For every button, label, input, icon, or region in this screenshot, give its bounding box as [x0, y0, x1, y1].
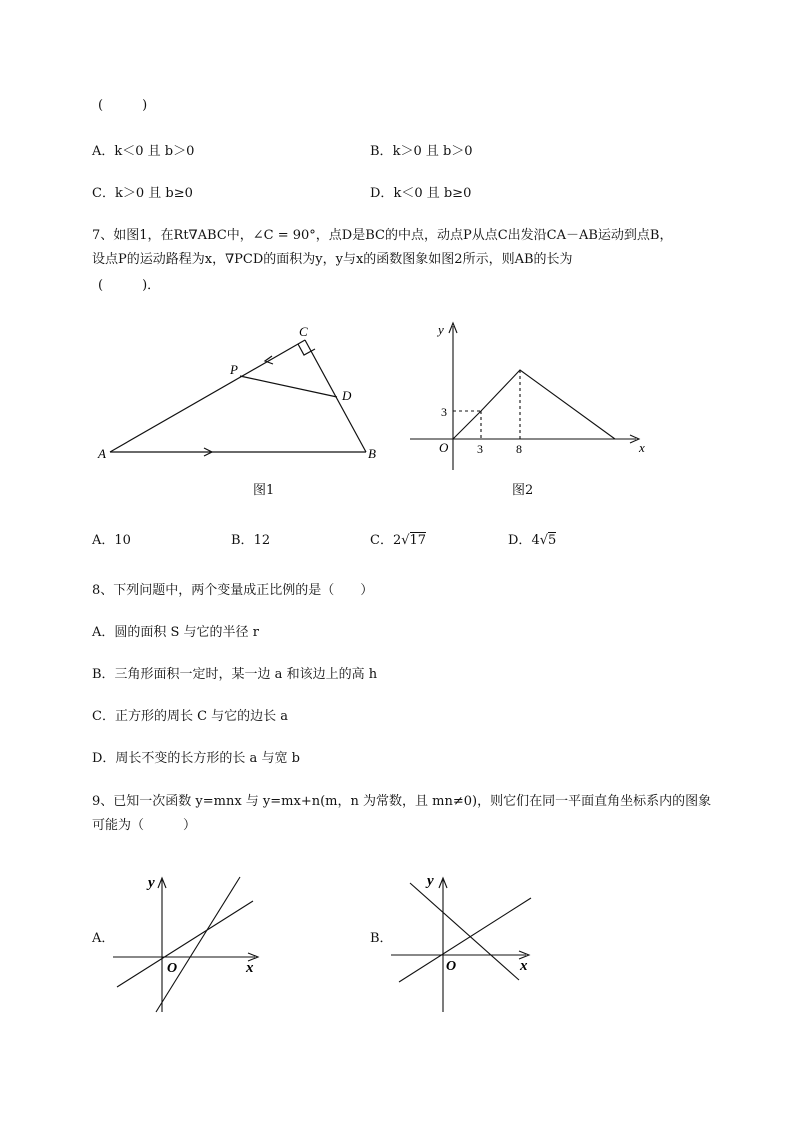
label-c: C	[299, 324, 308, 339]
arrow-ca-icon	[265, 356, 273, 364]
arrow-ab-icon	[204, 448, 212, 456]
graph-a-origin: O	[167, 961, 178, 976]
q8-option-d[interactable]: D．周长不变的长方形的长 a 与宽 b	[92, 751, 300, 766]
graph-a	[113, 877, 258, 1012]
option-label: A．	[92, 533, 115, 548]
option-coef: 2	[392, 533, 402, 548]
q6-answer-blank: ( )	[98, 98, 148, 113]
option-label: C．	[370, 533, 393, 548]
graph-b	[391, 878, 531, 1012]
side-cb	[305, 340, 366, 452]
q7-option-d[interactable]	[508, 533, 556, 549]
q8-option-c[interactable]: C．正方形的周长 C 与它的边长 a	[92, 709, 289, 724]
q8-option-b[interactable]: B．三角形面积一定时，某一边 a 和该边上的高 h	[92, 667, 378, 682]
label-a: A	[98, 446, 106, 461]
q9-option-a-label[interactable]: A．	[92, 931, 115, 946]
sqrt-icon: √	[539, 533, 549, 548]
x-axis-arrow-icon	[630, 435, 639, 443]
figure2-caption: 图2	[512, 483, 534, 498]
option-text: 10	[114, 533, 131, 548]
graph-b-label-x: x	[520, 958, 528, 974]
q6-option-d[interactable]	[370, 186, 471, 202]
option-text: k＜0 且 b＞0	[114, 144, 195, 159]
tick-x8: 8	[516, 442, 522, 456]
graph-b-origin: O	[446, 959, 457, 974]
graph-a-line-1	[117, 901, 253, 987]
graph-a-label-y: y	[148, 875, 155, 891]
label-d: D	[342, 388, 352, 403]
graph-a-line-2	[156, 877, 240, 1012]
option-text: 12	[253, 533, 271, 548]
option-text: k＞0 且 b＞0	[392, 144, 473, 159]
option-label: A．	[92, 144, 115, 159]
radicand: 17	[409, 533, 427, 548]
figure1-caption: 图1	[253, 483, 275, 498]
axis-label-x: x	[639, 440, 645, 455]
graph-b-x-arrow-icon	[519, 951, 529, 959]
segment-pd	[240, 376, 337, 397]
q9-option-b-label[interactable]: B．	[370, 931, 393, 946]
radicand: 5	[548, 533, 557, 548]
q7-stem-line2: 设点P的运动路程为x，∇PCD的面积为y，y与x的函数图象如图2所示，则AB的长为	[92, 252, 573, 267]
q7-answer-blank: ( )．	[98, 278, 161, 293]
sqrt-icon: √	[401, 533, 410, 548]
q9-stem-line1: 9、已知一次函数 y=mnx 与 y=mx+n(m，n 为常数，且 mn≠0)，则它们在同一平面直角坐标系内的图象	[92, 794, 712, 809]
q8-option-a[interactable]: A．圆的面积 S 与它的半径 r	[92, 625, 259, 640]
option-label: C．	[92, 186, 115, 201]
graph-b-line-1	[410, 883, 519, 980]
origin-label: O	[439, 440, 449, 455]
option-label: D．	[370, 186, 394, 201]
option-label: D．	[508, 533, 532, 548]
graph-a-label-x: x	[246, 960, 254, 976]
q6-option-a[interactable]	[92, 144, 194, 160]
q6-option-c[interactable]	[92, 186, 193, 202]
graph-b-line-2	[399, 898, 531, 982]
graph-a-y-arrow-icon	[158, 878, 166, 888]
graph-b-y-arrow-icon	[439, 878, 447, 888]
q7-option-b[interactable]	[231, 533, 270, 549]
q6-option-b[interactable]	[370, 144, 473, 160]
y-axis-arrow-icon	[449, 323, 457, 333]
q9-stem-line2: 可能为（ ）	[92, 818, 197, 833]
graph-b-label-y: y	[427, 873, 434, 889]
option-text: k＜0 且 b≥0	[393, 186, 472, 201]
q7-stem-line1: 7、如图1，在Rt∇ABC中，∠C = 90°，点D是BC的中点，动点P从点C出发沿CA－AB运动到点B，	[92, 228, 673, 243]
graph-a-x-arrow-icon	[248, 953, 258, 961]
tick-y3: 3	[441, 405, 447, 419]
option-label: B．	[231, 533, 254, 548]
tick-x3: 3	[477, 442, 483, 456]
side-ac	[110, 340, 305, 452]
q7-option-a[interactable]	[92, 533, 131, 549]
function-graph	[453, 370, 615, 439]
q8-stem: 8、下列问题中，两个变量成正比例的是（ ）	[92, 583, 374, 598]
axis-label-y: y	[438, 322, 444, 337]
option-text: k＞0 且 b≥0	[114, 186, 193, 201]
option-label: B．	[370, 144, 393, 159]
option-coef: 4	[531, 533, 540, 548]
q7-option-c[interactable]	[370, 533, 426, 549]
label-p: P	[230, 362, 238, 377]
label-b: B	[368, 446, 376, 461]
right-angle-mark	[298, 344, 315, 355]
